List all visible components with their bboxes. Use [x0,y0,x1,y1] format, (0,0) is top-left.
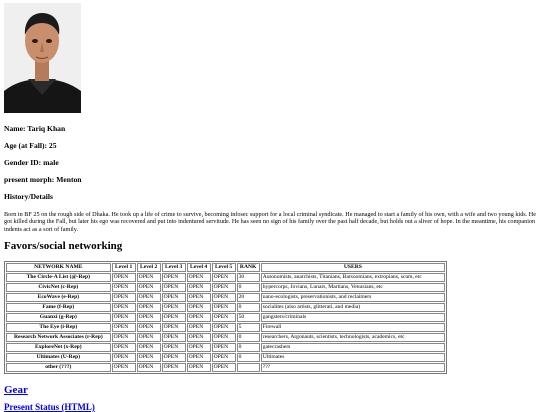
users-cell: Firewall [261,323,445,332]
rank-cell: 0 [237,333,260,342]
favors-row [6,273,445,282]
gender-value: male [43,158,59,167]
age-value: 25 [48,141,57,150]
level-3-cell: OPEN [162,353,186,362]
favors-row [6,313,445,322]
age-field [4,141,57,150]
network-name-cell: Research Network Associates (r-Rep) [6,333,111,342]
level-3-cell: OPEN [162,313,186,322]
gear-link-wrap [4,384,28,396]
name-label: Name: [4,124,26,133]
level-1-cell: OPEN [112,303,136,312]
rank-cell: 0 [237,353,260,362]
users-cell: socialites (also artists, glitterati, and media) [261,303,445,312]
col-level-3: Level 3 [162,263,186,272]
users-cell: gangsters/criminals [261,313,445,322]
level-4-cell: OPEN [187,283,211,292]
level-4-cell: OPEN [187,363,211,372]
favors-heading: Favors/social networking [4,240,123,252]
users-cell: Ultimates [261,353,445,362]
level-5-cell: OPEN [212,333,236,342]
level-1-cell: OPEN [112,343,136,352]
gender-label: Gender ID: [4,158,42,167]
level-1-cell: OPEN [112,293,136,302]
level-4-cell: OPEN [187,353,211,362]
name-value: Tariq Khan [27,124,66,133]
level-1-cell: OPEN [112,333,136,342]
morph-label: present morph: [4,175,55,184]
rank-cell: 50 [237,313,260,322]
level-4-cell: OPEN [187,333,211,342]
network-name-cell: EcoWave (e-Rep) [6,293,111,302]
level-5-cell: OPEN [212,273,236,282]
level-3-cell: OPEN [162,293,186,302]
level-2-cell: OPEN [137,323,161,332]
level-4-cell: OPEN [187,323,211,332]
rank-cell: 0 [237,343,260,352]
users-cell: ??? [261,363,445,372]
col-level-5: Level 5 [212,263,236,272]
rank-cell [237,363,260,372]
rank-cell: 0 [237,283,260,292]
favors-row [6,353,445,362]
age-label: Age (at Fall): [4,141,48,150]
level-3-cell: OPEN [162,283,186,292]
level-3-cell: OPEN [162,333,186,342]
network-name-cell: Ultimates (U-Rep) [6,353,111,362]
rank-cell: 30 [237,273,260,282]
favors-row [6,293,445,302]
level-1-cell: OPEN [112,353,136,362]
favors-row [6,323,445,332]
users-cell: nano-ecologists, preservationists, and reclaimers [261,293,445,302]
network-name-cell: CivicNet (c-Rep) [6,283,111,292]
favors-header-row [6,263,445,272]
network-name-cell: The Circle-A List (@-Rep) [6,273,111,282]
network-name-cell: Fame (f-Rep) [6,303,111,312]
col-level-1: Level 1 [112,263,136,272]
network-name-cell: other (???) [6,363,111,372]
gender-field [4,158,59,167]
network-name-cell: ExploreNet (x-Rep) [6,343,111,352]
level-1-cell: OPEN [112,363,136,372]
favors-table [4,261,447,374]
portrait-image [4,3,81,113]
level-3-cell: OPEN [162,273,186,282]
level-3-cell: OPEN [162,343,186,352]
favors-row [6,283,445,292]
level-2-cell: OPEN [137,343,161,352]
rank-cell: 0 [237,303,260,312]
level-4-cell: OPEN [187,313,211,322]
col-network-name: NETWORK NAME [6,263,111,272]
level-2-cell: OPEN [137,363,161,372]
level-5-cell: OPEN [212,303,236,312]
network-name-cell: Guanxi (g-Rep) [6,313,111,322]
level-4-cell: OPEN [187,273,211,282]
favors-row [6,303,445,312]
level-3-cell: OPEN [162,323,186,332]
level-5-cell: OPEN [212,353,236,362]
history-heading: History/Details [4,192,53,201]
users-cell: researchers, Argonauts, scientists, technologists, academics, etc [261,333,445,342]
level-4-cell: OPEN [187,343,211,352]
users-cell: gatecrashers [261,343,445,352]
level-5-cell: OPEN [212,283,236,292]
level-4-cell: OPEN [187,303,211,312]
favors-row [6,343,445,352]
level-3-cell: OPEN [162,363,186,372]
col-rank: RANK [237,263,260,272]
users-cell: Autonomists, anarchists, Titanians, Barsoomians, extropians, scum, etc [261,273,445,282]
level-1-cell: OPEN [112,283,136,292]
level-2-cell: OPEN [137,293,161,302]
history-text: Born in BF 25 on the rough side of Dhaka. He took up a life of crime to survive, becoming infosec support for a local criminal syndicate. He managed to start a family of his own, with a wife and two young kids. He got killed during the Fall, but later his ego was recovered and put into indentured servitude. He has seen no sign of his family over the past half decade, but holds out a sliver of hope. In the meantime, his companion indents act as a sort of family. [4,211,537,233]
level-2-cell: OPEN [137,313,161,322]
level-5-cell: OPEN [212,293,236,302]
name-field [4,124,65,133]
portrait-illustration [4,3,81,113]
present-status-heading [4,402,95,412]
level-2-cell: OPEN [137,353,161,362]
network-name-cell: The Eye (i-Rep) [6,323,111,332]
level-5-cell: OPEN [212,363,236,372]
level-4-cell: OPEN [187,293,211,302]
level-1-cell: OPEN [112,313,136,322]
level-2-cell: OPEN [137,283,161,292]
col-level-4: Level 4 [187,263,211,272]
present-status-link[interactable]: Present Status (HTML) [4,402,95,412]
favors-row [6,363,445,372]
level-5-cell: OPEN [212,343,236,352]
level-3-cell: OPEN [162,303,186,312]
users-cell: hypercorps, Jovians, Lunars, Martians, Venusians, etc [261,283,445,292]
morph-field [4,175,82,184]
favors-row [6,333,445,342]
level-1-cell: OPEN [112,323,136,332]
rank-cell: 20 [237,293,260,302]
rank-cell: 5 [237,323,260,332]
level-1-cell: OPEN [112,273,136,282]
level-5-cell: OPEN [212,323,236,332]
col-level-2: Level 2 [137,263,161,272]
col-users: USERS [261,263,445,272]
level-2-cell: OPEN [137,303,161,312]
gear-link[interactable]: Gear [4,384,28,396]
level-5-cell: OPEN [212,313,236,322]
level-2-cell: OPEN [137,273,161,282]
morph-value: Menton [56,175,82,184]
level-2-cell: OPEN [137,333,161,342]
